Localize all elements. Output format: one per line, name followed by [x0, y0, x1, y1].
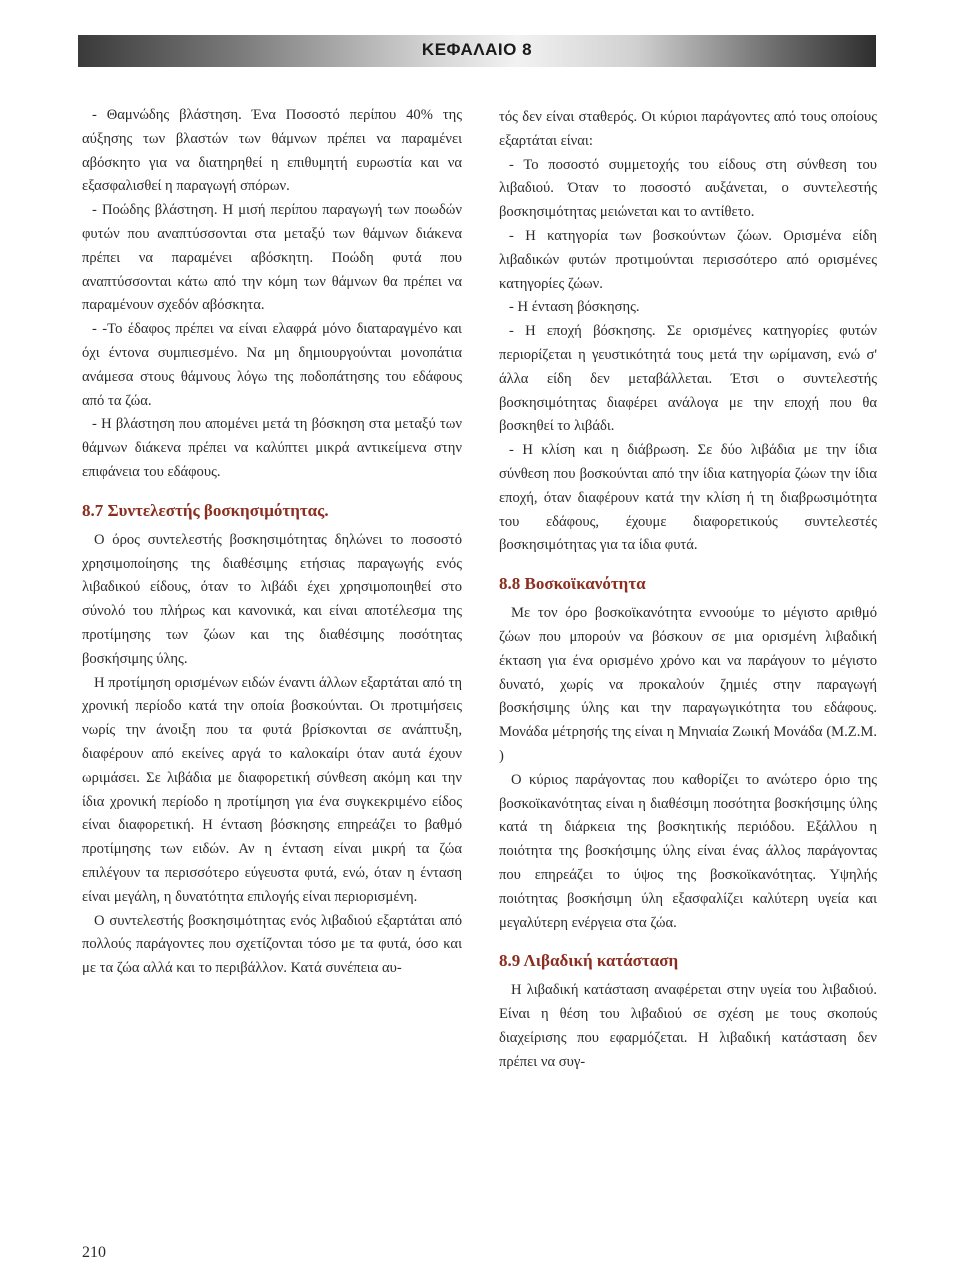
paragraph-continuation: τός δεν είναι σταθερός. Οι κύριοι παράγοντες από τους οποίους εξαρτάται είναι:: [499, 109, 877, 149]
paragraph-factor-intensity: - Η ένταση βόσκησης.: [509, 299, 640, 316]
paragraph-factor-season: - Η εποχή βόσκησης. Σε ορισμένες κατηγορίες φυτών περιορίζεται η γευστικότητά τους μετά την ωρίμανση, ενώ σ' άλλα είδη δεν μεταβάλλεται. Έτσι ο συντελεστής βοσκησιμότητας διαφέρει ανάλογα με την εποχή που θα βοσκηθεί το λιβάδι.: [499, 323, 877, 435]
section-heading-8-7: 8.7 Συντελεστής βοσκησιμότητας.: [82, 500, 329, 520]
paragraph-8-7-factors: Ο συντελεστής βοσκησιμότητας ενός λιβαδιού εξαρτάται από πολλούς παράγοντες που σχετίζονται τόσο με τα φυτά, όσο και με τα ζώα αλλά και το περιβάλλον. Κατά συνέπεια αυ-: [82, 912, 462, 977]
paragraph-shrub-vegetation: - Θαμνώδης βλάστηση. Ένα Ποσοστό περίπου 40% της αύξησης των βλαστών των θάμνων πρέπει να παραμένει αβόσκητο για να διατηρηθεί η επιθυμητή ευρωστία και να εξασφαλισθεί η παραγωγή σπόρων.: [82, 107, 462, 195]
paragraph-herbaceous-vegetation: - Ποώδης βλάστηση. Η μισή περίπου παραγωγή των ποωδών φυτών που αναπτύσσονται στα μεταξύ των θάμνων διάκενα πρέπει να παραμένει αβόσκητη. Ποώδη φυτά που αναπτύσσονται κάτω από την κόμη των θάμνων θα πρέπει να παραμένουν σχεδόν αβόσκητα.: [82, 202, 462, 314]
right-column: [499, 106, 877, 1074]
paragraph-8-7-definition: Ο όρος συντελεστής βοσκησιμότητας δηλώνει το ποσοστό χρησιμοποίησης της διαθέσιμης ετήσιας παραγωγής ενός λιβαδικού είδους, όταν το λιβάδι έχει χρησιμοποιηθεί στο σύνολό του πλήρως και κανονικά, και είναι αποτέλεσμα της προτίμησης των ζώων και της διαθέσιμης ποσότητας βοσκήσιμης ύλης.: [82, 531, 462, 667]
section-heading-8-8: 8.8 Βοσκοϊκανότητα: [499, 574, 646, 594]
chapter-title: ΚΕΦΑΛΑΙΟ 8: [421, 40, 533, 59]
paragraph-8-8-main-factor: Ο κύριος παράγοντας που καθορίζει το ανώτερο όριο της βοσκοϊκανότητας είναι η διαθέσιμη ποσότητα βοσκήσιμης ύλης κατά τη διάρκεια της βοσκητικής περιόδου. Εξάλλου η ποιότητα της βοσκήσιμης ύλης είναι ένας άλλος παράγοντας που επηρεάζει το ύψος της βοσκοϊκανότητας. Υψηλής ποιότητας βοσκήσιμη ύλη εξασφαλίζει καλύτερη υγεία και μεγαλύτερη ενέργεια στα ζώα.: [499, 771, 877, 931]
page-number: 210: [82, 1244, 106, 1261]
paragraph-remaining-vegetation: - Η βλάστηση που απομένει μετά τη βόσκηση στα μεταξύ των θάμνων διάκενα πρέπει να καλύπτει μικρά αντικείμενα στην επιφάνεια του εδάφους.: [82, 416, 462, 480]
section-heading-8-9: 8.9 Λιβαδική κατάσταση: [499, 951, 679, 971]
paragraph-8-8-definition: Με τον όρο βοσκοϊκανότητα εννοούμε το μέγιστο αριθμό ζώων που μπορούν να βόσκουν σε μια ορισμένη λιβαδική έκταση για ένα ορισμένο χρόνο και να παράγουν το μέγιστο δυνατό, χωρίς να προκαλούν ζημιές στην παραγωγή βοσκήσιμης ύλης και την παραγωγικότητα του εδάφους. Μονάδα μέτρησής της είναι η Μηνιαία Ζωική Μονάδα (Μ.Ζ.Μ. ): [499, 605, 877, 764]
paragraph-8-9-definition: Η λιβαδική κατάσταση αναφέρεται στην υγεία του λιβαδιού. Είναι η θέση του λιβαδιού σε σχέση με τους σκοπούς διαχείρισης που εφαρμόζεται. Η λιβαδική κατάσταση δεν πρέπει να συγ-: [499, 982, 877, 1070]
paragraph-soil-condition: - -Το έδαφος πρέπει να είναι ελαφρά μόνο διαταραγμένο και όχι έντονα συμπιεσμένο. Να μη δημιουργούνται μονοπάτια ανάμεσα στους θάμνους λόγω της ποδοπάτησης του εδάφους από τα ζώα.: [82, 321, 462, 409]
paragraph-factor-participation: - Το ποσοστό συμμετοχής του είδους στη σύνθεση του λιβαδιού. Όταν το ποσοστό αυξάνεται, ο συντελεστής βοσκησιμότητας μειώνεται και το αντίθετο.: [499, 156, 877, 221]
paragraph-8-7-preference: Η προτίμηση ορισμένων ειδών έναντι άλλων εξαρτάται από τη χρονική περίοδο κατά την οποία βοσκούνται. Οι προτιμήσεις νωρίς την άνοιξη που τα φυτά βρίσκονται σε ανάπτυξη, διαφέρουν από εκείνες αργά το καλοκαίρι όταν αυτά έχουν ωριμάσει. Σε λιβάδια με διαφορετική σύνθεση ακόμη και την ίδια χρονική περίοδο η προτίμηση για ένα συγκεκριμένο είδος είναι διαφορετική. Η ένταση βόσκησης επηρεάζει το βαθμό προτίμησης των ειδών. Αν η ένταση είναι μικρή τα ζώα επιλέγουν τα περισσότερο εύγευστα φυτά, ενώ, όταν η ένταση είναι μεγάλη, η δυνατότητα επιλογής είναι περιορισμένη.: [82, 674, 462, 905]
paragraph-factor-animal-category: - Η κατηγορία των βοσκούντων ζώων. Ορισμένα είδη λιβαδικών φυτών προτιμούνται περισσότερο από ορισμένες κατηγορίες ζώων.: [499, 227, 877, 292]
left-column: [82, 104, 462, 981]
paragraph-factor-slope: - Η κλίση και η διάβρωση. Σε δύο λιβάδια με την ίδια σύνθεση που βοσκούνται από την ίδια κατηγορία ζώων την ίδια εποχή, όταν διαφέρουν κατά την κλίση ή τη διαβρωσιμότητα του εδάφους, έχουμε διαφορετικούς συντελεστές βοσκησιμότητας για τα ίδια φυτά.: [499, 442, 877, 554]
chapter-header-band: [78, 35, 876, 67]
